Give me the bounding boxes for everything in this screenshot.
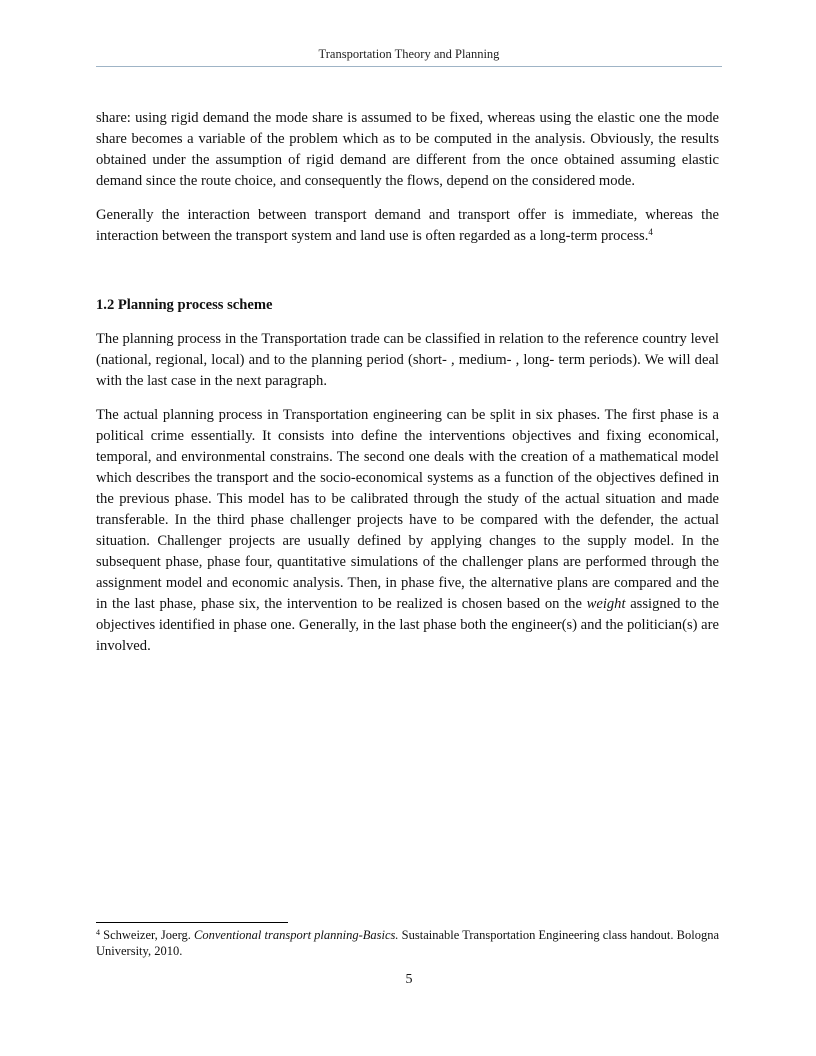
section-heading: 1.2 Planning process scheme xyxy=(96,297,273,313)
footnote xyxy=(96,928,722,959)
paragraph-planning-classification: The planning process in the Transportation trade can be classified in relation to the reference country level (national, regional, local) and to the planning period (short- , medium- , long- term periods). We will deal with the last case in the next paragraph. xyxy=(96,331,719,389)
running-header: Transportation Theory and Planning xyxy=(318,47,500,61)
paragraph-planning-phases xyxy=(96,405,719,657)
paragraph-interaction-text: Generally the interaction between transport demand and transport offer is immediate, whereas the interaction between the transport system and land use is often regarded as a long-term process. xyxy=(96,207,719,244)
page-number: 5 xyxy=(405,972,413,987)
footnote-separator xyxy=(96,922,288,923)
footnote-reference[interactable]: 4 xyxy=(648,227,653,237)
footnote-title: Conventional transport planning-Basics. xyxy=(194,928,399,942)
footnote-author: Schweizer, Joerg. xyxy=(100,928,195,942)
paragraph-interaction xyxy=(96,205,719,247)
phases-text-part-2: assigned to the objectives identified in phase one. Generally, in the last phase both the engineer(s) and the politician(s) are involved. xyxy=(96,596,719,654)
paragraph-mode-share: share: using rigid demand the mode share is assumed to be fixed, whereas using the elastic one the mode share becomes a variable of the problem which as to be computed in the analysis. Obviously, the results obtained under the assumption of rigid demand are different from the once obtained assuming elastic demand since the route choice, and consequently the flows, depend on the considered mode. xyxy=(96,110,719,189)
body-text xyxy=(96,108,719,670)
footnote-number: 4 xyxy=(96,928,100,937)
footnote-source: Sustainable Transportation Engineering class handout. Bologna University, 2010. xyxy=(96,928,719,958)
phases-text-part-1: The actual planning process in Transportation engineering can be split in six phases. The first phase is a political crime essentially. It consists into define the interventions objectives and fixing economical, temporal, and environmental constrains. The second one deals with the creation of a mathematical model which describes the transport and the socio-economical systems as a function of the objectives defined in the previous phase. This model has to be calibrated through the study of the actual situation and made transferable. In the third phase challenger projects have to be compared with the defender, the actual situation. Challenger projects are usually defined by applying changes to the supply model. In the subsequent phase, phase four, quantitative simulations of the challenger plans are performed through the assignment model and economic analysis. Then, in phase five, the alternative plans are compared and the in the last phase, phase six, the intervention to be realized is chosen based on the xyxy=(96,407,719,612)
header-rule xyxy=(96,66,722,67)
phases-emphasis-weight: weight xyxy=(586,596,626,612)
